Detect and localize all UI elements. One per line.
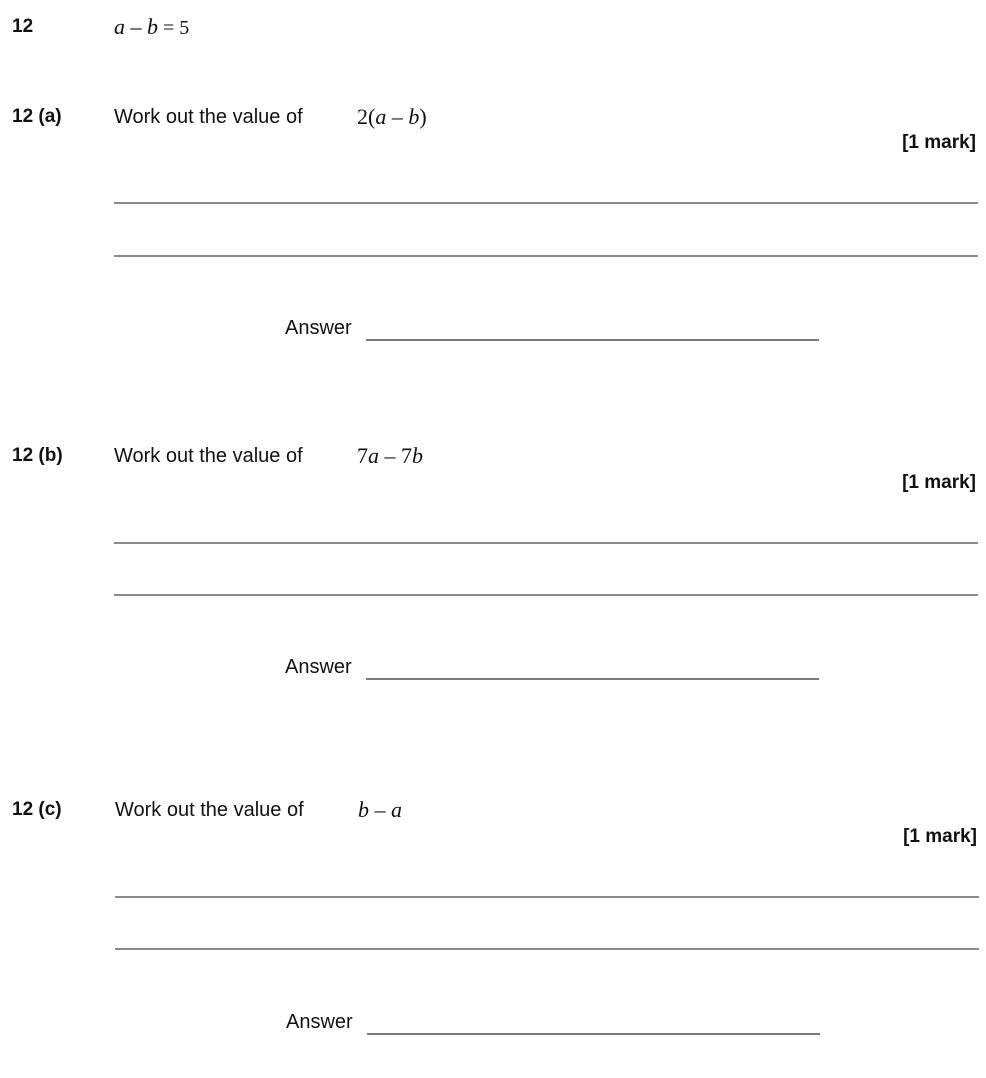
- minus-sign: –: [125, 14, 147, 39]
- variable-b: b: [147, 14, 158, 39]
- part-b-answer-line[interactable]: [366, 678, 819, 680]
- part-c-marks: [1 mark]: [903, 826, 977, 847]
- part-c-working-line-2[interactable]: [115, 948, 979, 950]
- variable-a: a: [114, 14, 125, 39]
- part-a-prompt: Work out the value of: [114, 106, 303, 128]
- part-c-answer-label: Answer: [286, 1011, 353, 1033]
- part-a-expression: 2(a – b): [357, 104, 427, 129]
- part-c-label: 12 (c): [12, 799, 62, 820]
- part-a-answer-label: Answer: [285, 317, 352, 339]
- part-b-expression: 7a – 7b: [357, 443, 423, 468]
- part-a-label: 12 (a): [12, 106, 62, 127]
- part-b-working-line-1[interactable]: [114, 542, 978, 544]
- question-number: 12: [12, 16, 34, 37]
- part-a-working-line-2[interactable]: [114, 255, 978, 257]
- part-c-prompt: Work out the value of: [115, 799, 304, 821]
- part-b-prompt: Work out the value of: [114, 445, 303, 467]
- part-b-marks: [1 mark]: [902, 472, 976, 493]
- part-c-working-line-1[interactable]: [115, 896, 979, 898]
- part-c-expression: b – a: [358, 797, 402, 822]
- equals-five: = 5: [158, 17, 190, 39]
- part-c-answer-line[interactable]: [367, 1033, 820, 1035]
- part-a-working-line-1[interactable]: [114, 202, 978, 204]
- part-b-answer-label: Answer: [285, 656, 352, 678]
- part-b-working-line-2[interactable]: [114, 594, 978, 596]
- stem-equation: [114, 16, 189, 39]
- part-b-label: 12 (b): [12, 445, 63, 466]
- part-a-answer-line[interactable]: [366, 339, 819, 341]
- part-a-marks: [1 mark]: [902, 132, 976, 153]
